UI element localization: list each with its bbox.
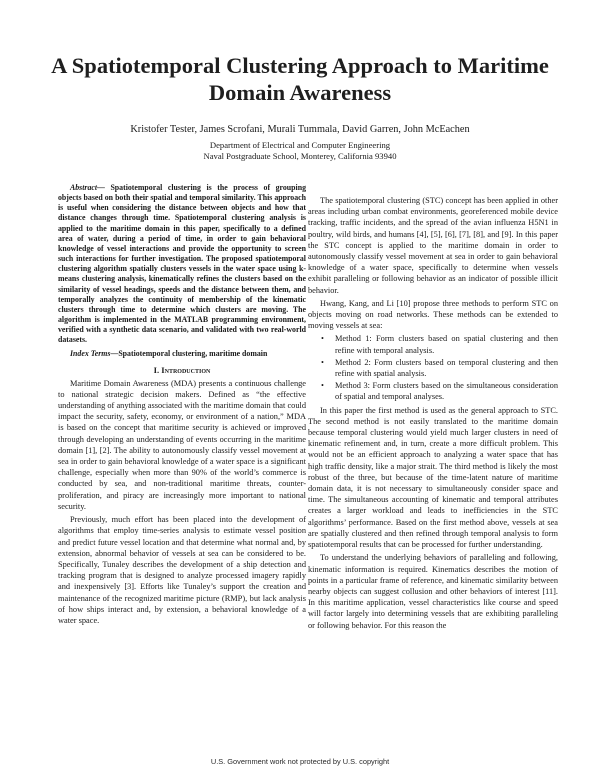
list-item — [308, 357, 558, 379]
list-item — [308, 333, 558, 355]
index-terms-text: —Spatiotemporal clustering, maritime domain — [110, 348, 268, 358]
abstract — [58, 183, 306, 346]
bullet-icon: • — [321, 334, 324, 344]
method-1-text: Method 1: Form clusters based on spatial clustering and then refine with temporal analysis. — [335, 334, 558, 355]
paper-title: A Spatiotemporal Clustering Approach to Maritime Domain Awareness — [51, 53, 549, 105]
bullet-icon: • — [321, 357, 324, 367]
list-item — [308, 380, 558, 402]
method-2-text: Method 2: Form clusters based on temporal clustering and then refine with spatial analysis. — [335, 357, 558, 379]
right-column — [308, 195, 558, 633]
abstract-lead: Abstract — [70, 183, 98, 192]
section-heading-introduction: I. Introduction — [153, 364, 211, 375]
right-paragraph-3: In this paper the first method is used as the general approach to STC. The second method is not easily translated to the maritime domain because temporal clustering would yield much larger clusters in need of kinematic refinement and, in turn, create a more difficult problem. This would not be an efficient approach to analyzing a water space that has high traffic density, like a major strait. The third method is likely the most robust of the three, but because of the time-latent nature of maritime domain data, it is not necessary to simultaneously consider space and time. The simultaneous accounting of kinematic and temporal attributes creates a larger workload and leads to inefficiencies in the STC algorithms’ performance. Based on the first method above, vessels at sea are spatially clustered and then refined through temporal analysis to form spatiotemporal results that can be processed for further understanding. — [308, 405, 558, 550]
right-paragraph-4: To understand the underlying behaviors of paralleling and following, kinematic information is required. Kinematics describes the motion of points in a particular frame of reference, and kinematic similarity between nearby objects can suggest collusion and other behaviors of interest [11]. In this maritime application, vessel characteristics like course and speed will factor largely into determining vessels that are exhibiting paralleling or following behavior. For this reason the — [308, 553, 558, 630]
methods-list — [308, 333, 558, 402]
affiliation-department: Department of Electrical and Computer Engineering — [209, 140, 391, 150]
left-column — [58, 183, 306, 628]
copyright-footer: U.S. Government work not protected by U.S. copyright — [210, 757, 390, 766]
right-paragraph-1: The spatiotemporal clustering (STC) concept has been applied in other areas including urban combat environments, georeferenced mobile device tracking, traffic incidents, and the spread of the avian influenza H5N1 in poultry, wild birds, and humans [4], [5], [6], [7], [8], and [9]. In this paper the STC concept is applied to the maritime domain in order to autonomously classify vessel movement at sea in order to gain behavioral knowledge of a water space, specifically to determine when vessels exhibit paralleling or following behavior as an indicator of possible illicit behavior. — [308, 196, 558, 295]
intro-paragraph-2: Previously, much effort has been placed into the development of algorithms that employ time-series analysis to estimate vessel position and predict future vessel location and that determine what normal and, by extension, abnormal behavior of vessels at sea can be considered to be. Specifically, Tunaley describes the development of a ship detection and tracking program that is designed to analyze processed imagery rapidly and inexpensively [3]. Efforts like Tunaley’s support the creation and maintenance of the recognized maritime picture (RMP), but lack analysis of how ships interact and, by extension, a behavioral knowledge of a water space. — [58, 515, 306, 625]
right-paragraph-2: Hwang, Kang, and Li [10] propose three methods to perform STC on objects moving on road networks. These methods can be extended to moving vessels at sea: — [308, 298, 558, 331]
intro-paragraph-1: Maritime Domain Awareness (MDA) presents a continuous challenge to national strategic decision makers. Defined as “the effective understanding of anything associated with the maritime domain that could impact the security, safety, economy, or environment of a nation,” MDA is based on the concept that maritime security is achieved or improved through developing an understanding of events occurring in the maritime domain [1], [2]. The ability to autonomously classify vessel movement at sea in order to gain behavioral knowledge of a water space is a significant challenge, especially when more than 90% of the world’s commerce is conducted by sea, and non-traditional maritime threats, counter-proliferation, and piracy are increasingly more important to national security. — [58, 378, 306, 511]
abstract-text: Spatiotemporal clustering is the process of grouping objects based on both their spatial and temporal similarity. This approach is useful when considering the distance between objects and how that distance changes through time. Spatiotemporal clustering analysis is applied to the maritime domain in this paper, specifically to a defined area of water, during a period of time, in order to gain behavioral knowledge of vessel interactions and provide the opportunity to screen such interactions for further investigation. The proposed spatiotemporal clustering algorithm spatially clusters vessels in the water space using k-means clustering analysis, kinematically refines the clusters based on the similarity of vessel headings, speeds and the distance between them, and temporally analyzes the continuity of membership of the kinematic clusters through time to determine which clusters are moving. The algorithm is implemented in the MATLAB programming environment, verified with a synthetic data scenario, and validated with two real-world datasets. — [58, 183, 306, 345]
index-terms-lead: Index Terms — [70, 348, 111, 358]
index-terms — [58, 349, 306, 359]
affiliation-institution: Naval Postgraduate School, Monterey, California 93940 — [203, 151, 397, 161]
bullet-icon: • — [321, 381, 324, 391]
method-3-text: Method 3: Form clusters based on the simultaneous consideration of spatial and temporal analyses. — [335, 381, 558, 402]
author-list: Kristofer Tester, James Scrofani, Murali Tummala, David Garren, John McEachen — [130, 124, 470, 135]
abstract-dash: — — [97, 183, 111, 192]
